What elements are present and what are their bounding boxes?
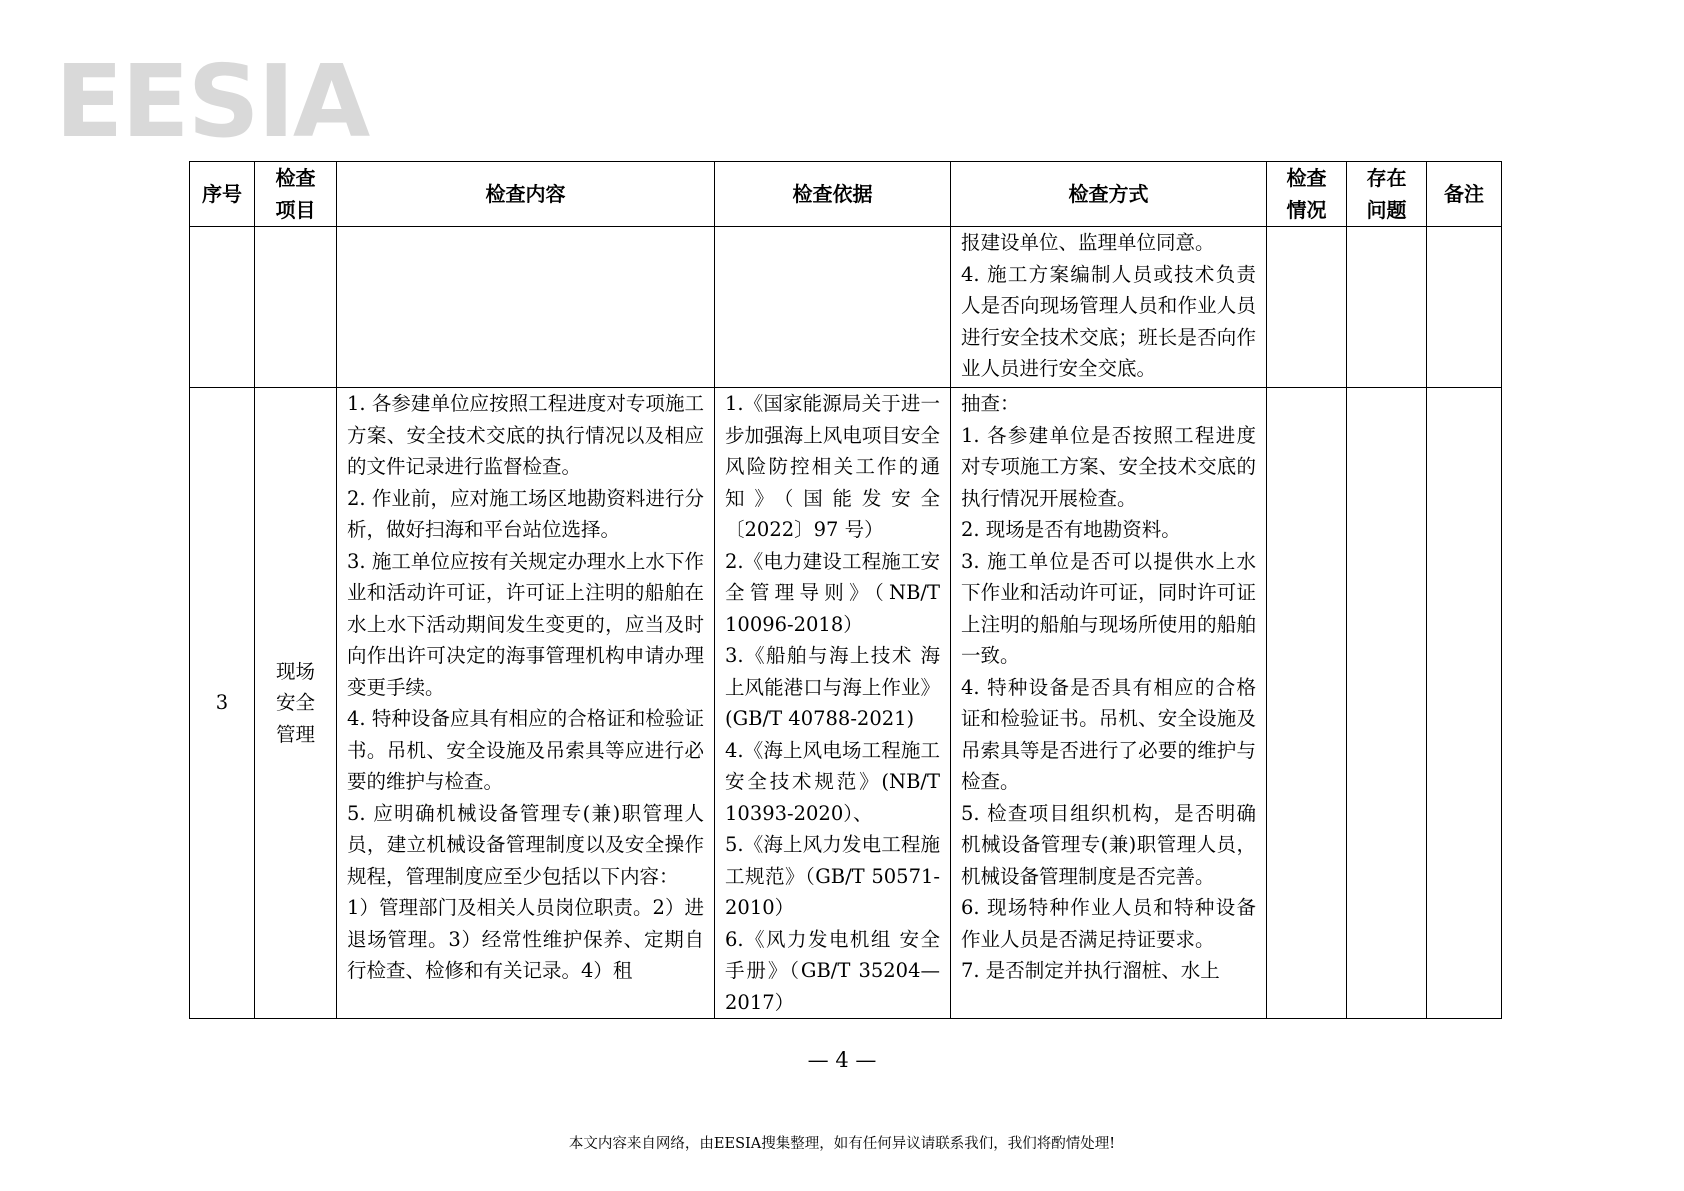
header-issues: 存在问题 — [1347, 162, 1427, 227]
header-basis: 检查依据 — [715, 162, 951, 227]
header-row — [190, 162, 1502, 227]
cell-issues — [1347, 388, 1427, 1019]
paragraph: 1. 各参建单位应按照工程进度对专项施工方案、安全技术交底的执行情况以及相应的文件记录进行监督检查。 — [347, 392, 704, 478]
cell-content — [337, 227, 715, 388]
paragraph: 1. 各参建单位是否按照工程进度对专项施工方案、安全技术交底的执行情况开展检查。 — [961, 423, 1256, 510]
cell-basis — [715, 227, 951, 388]
paragraph: 4. 特种设备应具有相应的合格证和检验证书。吊机、安全设施及吊索具等应进行必要的维护与检查。 — [347, 707, 704, 793]
cell-content — [337, 388, 715, 1019]
paragraph: 3.《船舶与海上技术 海上风能港口与海上作业》(GB/T 40788-2021) — [725, 644, 940, 730]
cell-basis — [715, 388, 951, 1019]
paragraph: 3. 施工单位是否可以提供水上水下作业和活动许可证，同时许可证上注明的船舶与现场所使用的船舶一致。 — [961, 549, 1256, 667]
header-method: 检查方式 — [951, 162, 1267, 227]
header-seq: 序号 — [190, 162, 255, 227]
paragraph: 5.《海上风力发电工程施工规范》（GB/T 50571-2010） — [725, 833, 940, 919]
cell-remarks — [1427, 227, 1502, 388]
paragraph: 7. 是否制定并执行溜桩、水上 — [961, 959, 1220, 982]
table-row — [190, 227, 1502, 388]
cell-seq: 3 — [190, 388, 255, 1019]
inspection-table — [189, 161, 1502, 1019]
paragraph: 1）管理部门及相关人员岗位职责。2）进退场管理。3）经常性维护保养、定期自行检查、检修和有关记录。4）租 — [347, 896, 704, 982]
paragraph: 5. 应明确机械设备管理专(兼)职管理人员，建立机械设备管理制度以及安全操作规程，管理制度应至少包括以下内容： — [347, 801, 704, 888]
paragraph: 5. 检查项目组织机构，是否明确机械设备管理专(兼)职管理人员，机械设备管理制度是否完善。 — [961, 801, 1256, 888]
cell-method — [951, 227, 1267, 388]
header-status: 检查情况 — [1267, 162, 1347, 227]
paragraph: 1.《国家能源局关于进一步加强海上风电项目安全风险防控相关工作的通知》（国能发安全〔2022〕97 号） — [725, 392, 940, 541]
header-remarks: 备注 — [1427, 162, 1502, 227]
paragraph: 4.《海上风电场工程施工安全技术规范》(NB/T 10393-2020）、 — [725, 738, 940, 825]
cell-status — [1267, 388, 1347, 1019]
cell-method — [951, 388, 1267, 1019]
header-content: 检查内容 — [337, 162, 715, 227]
paragraph: 2.《电力建设工程施工安全管理导则》（NB/T 10096-2018） — [725, 549, 940, 636]
paragraph: 抽查： — [961, 392, 1020, 415]
cell-seq — [190, 227, 255, 388]
paragraph: 6.《风力发电机组 安全手册》（GB/T 35204—2017） — [725, 927, 940, 1014]
footer-disclaimer: 本文内容来自网络，由EESIA搜集整理，如有任何异议请联系我们，我们将酌情处理! — [568, 1136, 1116, 1152]
paragraph: 2. 现场是否有地勘资料。 — [961, 518, 1181, 541]
cell-item: 现场安全管理 — [255, 388, 337, 1019]
paragraph: 报建设单位、监理单位同意。 — [961, 231, 1215, 254]
paragraph: 6. 现场特种作业人员和特种设备作业人员是否满足持证要求。 — [961, 896, 1256, 951]
cell-issues — [1347, 227, 1427, 388]
paragraph: 4. 施工方案编制人员或技术负责人是否向现场管理人员和作业人员进行安全技术交底；班长是否向作业人员进行安全交底。 — [961, 262, 1256, 380]
cell-item — [255, 227, 337, 388]
eesia-logo: EESIA — [55, 43, 369, 160]
table-row — [190, 388, 1502, 1019]
cell-status — [1267, 227, 1347, 388]
page-number: — 4 — — [807, 1048, 877, 1072]
paragraph: 2. 作业前，应对施工场区地勘资料进行分析，做好扫海和平台站位选择。 — [347, 486, 704, 541]
cell-remarks — [1427, 388, 1502, 1019]
paragraph: 3. 施工单位应按有关规定办理水上水下作业和活动许可证，许可证上注明的船舶在水上水下活动期间发生变更的，应当及时向作出许可决定的海事管理机构申请办理变更手续。 — [347, 549, 704, 699]
header-item: 检查项目 — [255, 162, 337, 227]
paragraph: 4. 特种设备是否具有相应的合格证和检验证书。吊机、安全设施及吊索具等是否进行了必要的维护与检查。 — [961, 675, 1256, 793]
